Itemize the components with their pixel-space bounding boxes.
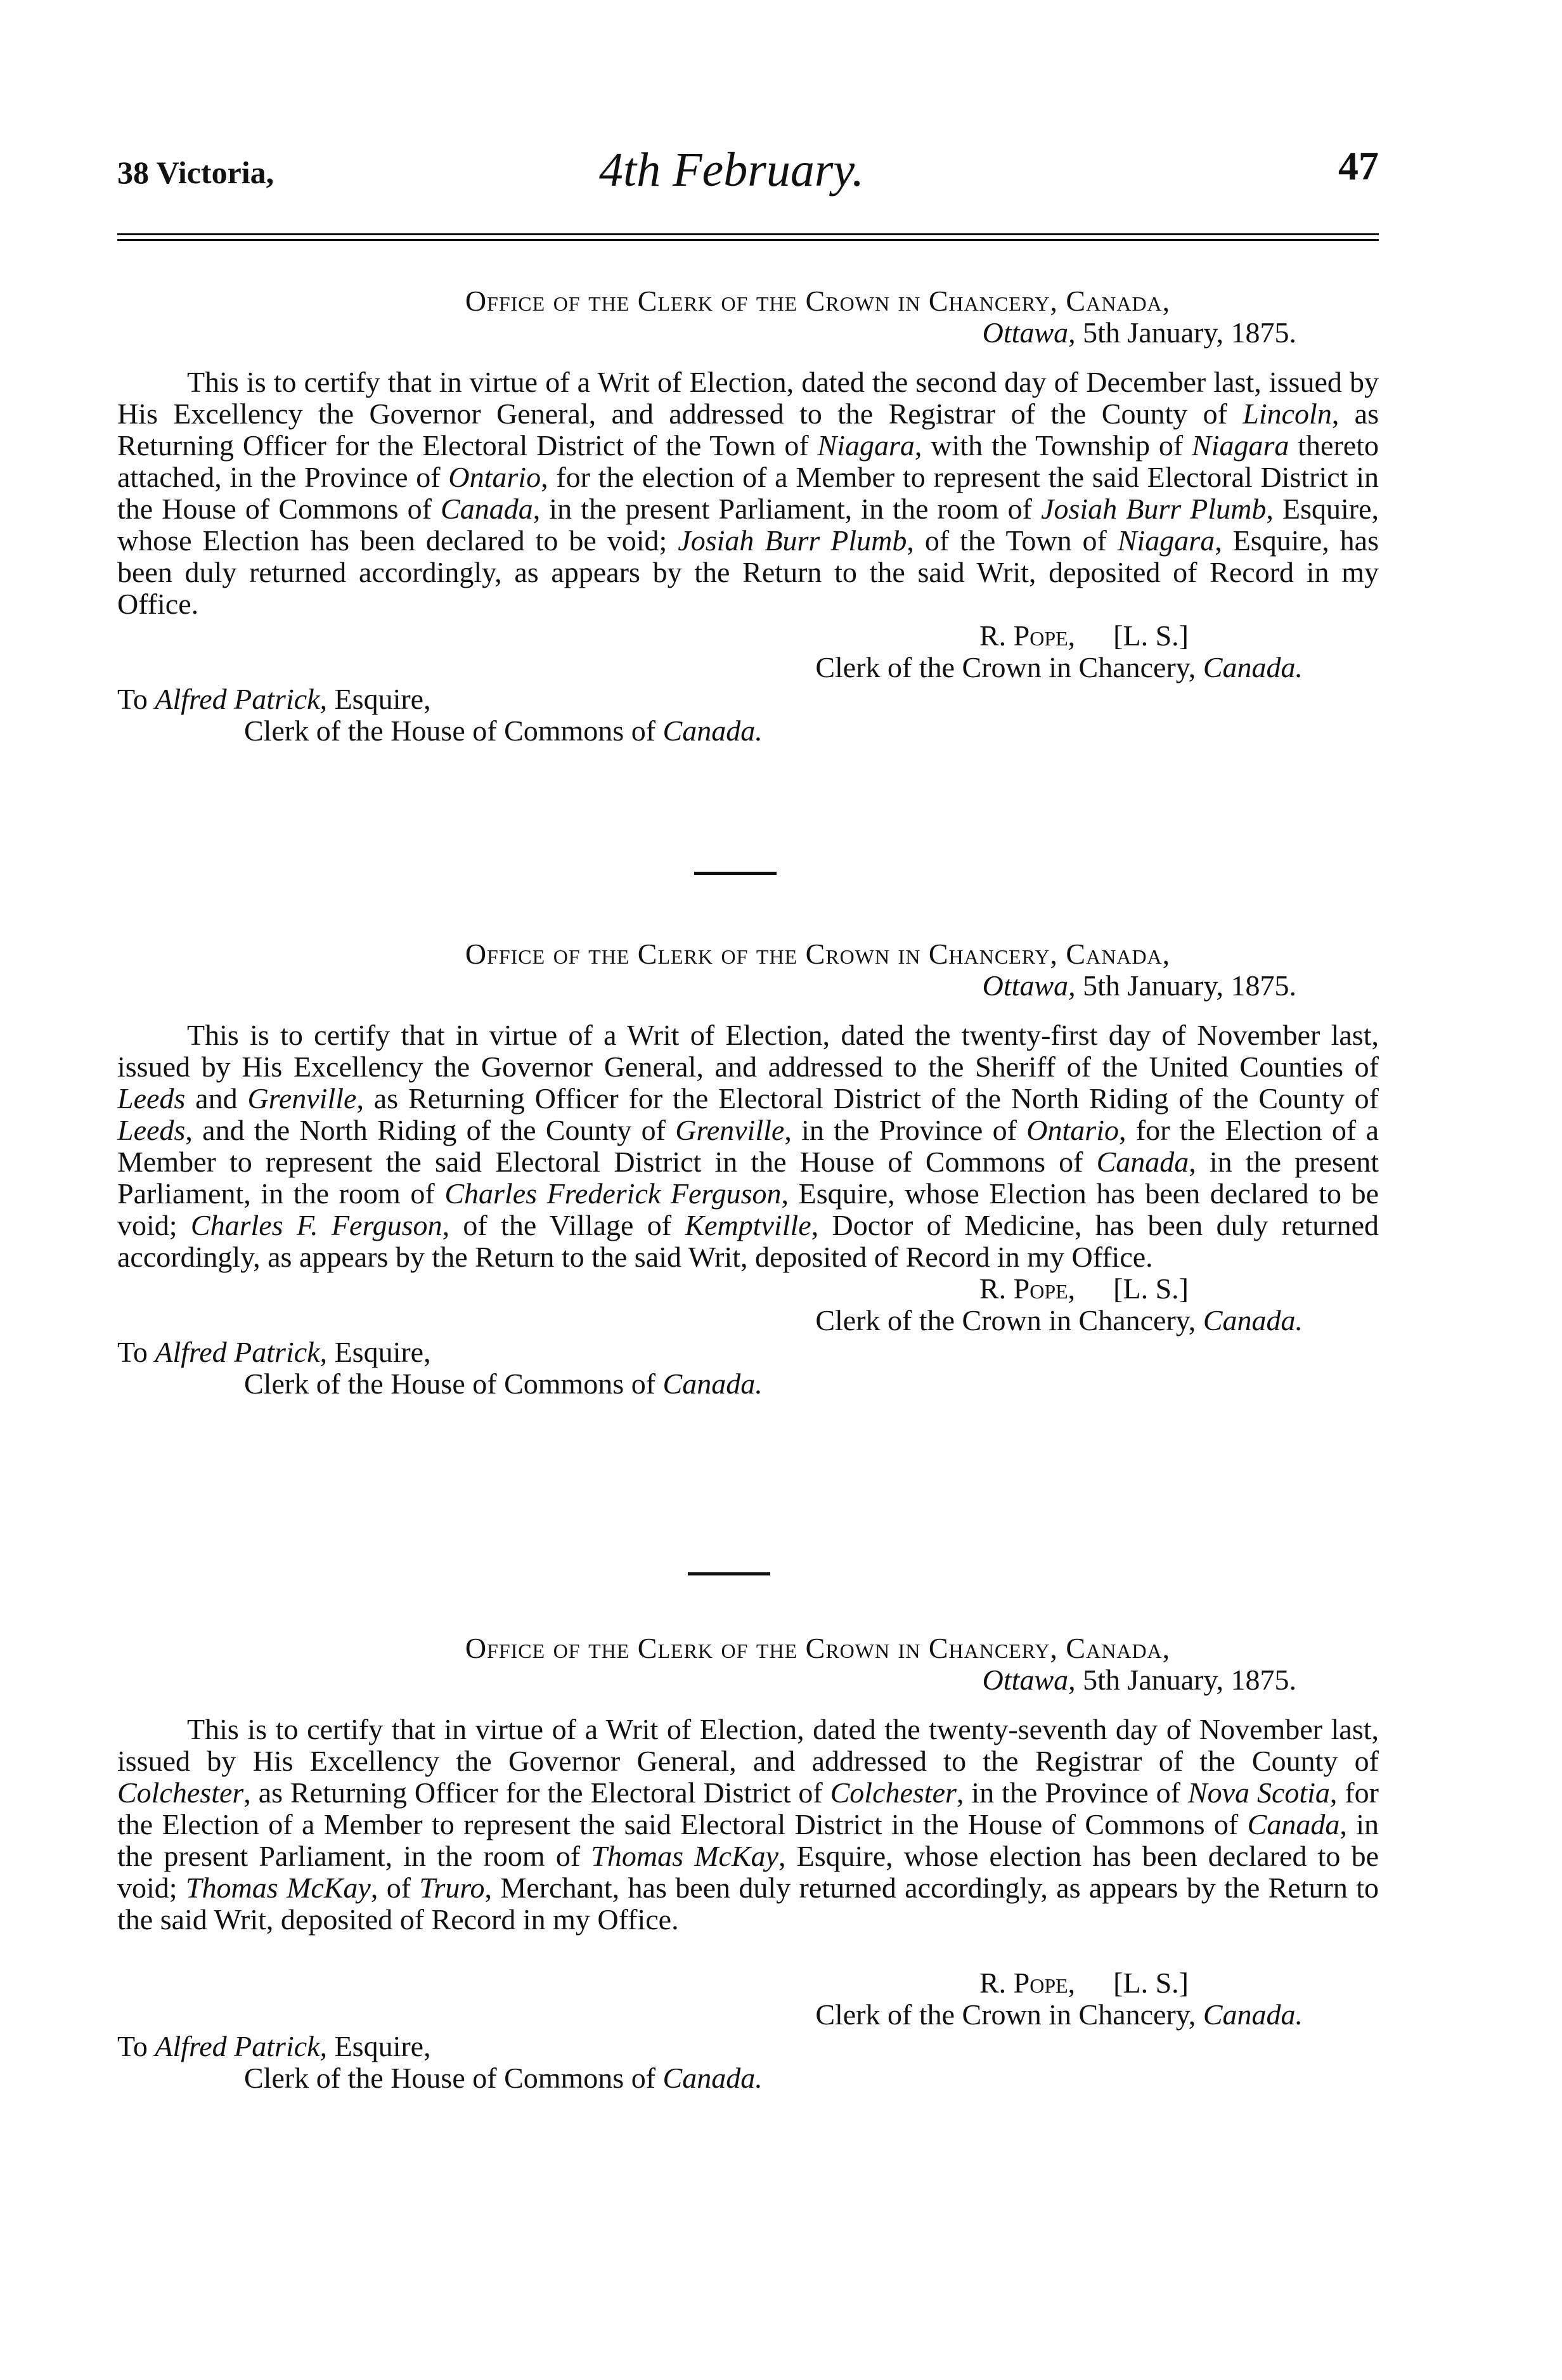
body-italic-run: Canada xyxy=(1096,1146,1189,1178)
addressee-title xyxy=(117,715,1379,747)
addressee-title-text: Clerk of the House of Commons of xyxy=(244,715,663,747)
body-text-run: , for the Election of a Member to represent the said Electoral District in the House of Commons of xyxy=(117,1776,1379,1840)
signature-line xyxy=(117,620,1379,652)
signer-title-text: Clerk of the Crown in Chancery, xyxy=(815,1998,1203,2031)
page-number: 47 xyxy=(1338,143,1379,188)
dateline-date: 5th January, 1875. xyxy=(1083,969,1296,1002)
section-divider xyxy=(694,872,777,875)
notice-body xyxy=(117,1019,1379,1273)
body-text-run: This is to certify that in virtue of a Writ of Election, dated the twenty-first day of November last, issued by His Excellency the Governor General, and addressed to the Sheriff of the United Counties of xyxy=(117,1019,1379,1083)
addressee-esq: Esquire, xyxy=(327,1336,431,1368)
body-italic-run: Grenville xyxy=(247,1082,357,1115)
body-italic-run: Josiah Burr Plumb xyxy=(678,524,907,557)
dateline-place: Ottawa, xyxy=(982,1664,1076,1696)
session-label: 38 Victoria, xyxy=(117,155,274,190)
dateline xyxy=(117,1664,1379,1696)
body-text-run: , of the Town of xyxy=(907,524,1118,557)
body-text-run: This is to certify that in virtue of a Writ of Election, dated the second day of December last, issued by His Excellency the Governor General, and addressed to the Registrar of the County of xyxy=(117,366,1379,430)
addressee-to: To xyxy=(117,1336,155,1368)
body-text-run: , of the Village of xyxy=(442,1209,685,1241)
addressee-esq: Esquire, xyxy=(327,2030,431,2062)
body-text-run: , as Returning Officer for the Electoral District of xyxy=(243,1776,830,1809)
addressee-title-text: Clerk of the House of Commons of xyxy=(244,2062,663,2094)
body-text-run: thereto attached, in the Province of xyxy=(117,429,1379,493)
signer-name: R. Pope, xyxy=(979,1967,1076,1999)
notice-body xyxy=(117,366,1379,620)
body-text-run: , Merchant, has been duly returned accordingly, as appears by the Return to the said Writ, deposited of Record in my Office. xyxy=(117,1872,1379,1936)
body-italic-run: Canada xyxy=(1247,1808,1340,1840)
body-italic-run: Niagara xyxy=(1117,524,1215,557)
body-italic-run: Colchester xyxy=(830,1776,957,1809)
body-text-run: , Esquire, whose election has been declared to be void; xyxy=(117,1840,1379,1904)
body-italic-run: Lincoln xyxy=(1242,398,1332,430)
body-text-run: , Doctor of Medicine, has been duly returned accordingly, as appears by the Return to the said Writ, deposited of Record in my Office. xyxy=(117,1209,1379,1273)
seal: [L. S.] xyxy=(1113,619,1189,652)
body-italic-run: Charles Frederick Ferguson xyxy=(444,1177,782,1210)
notice-1 xyxy=(117,285,1379,747)
signer-title xyxy=(117,1305,1379,1336)
body-text-run: , of xyxy=(370,1872,420,1904)
header-rule xyxy=(117,233,1379,241)
body-text-run: , Esquire, whose Election has been declared to be void; xyxy=(117,1177,1379,1241)
body-italic-run: Thomas McKay xyxy=(591,1840,778,1872)
body-text-run: , Esquire, has been duly returned accordingly, as appears by the Return to the said Writ, deposited of Record in my Office. xyxy=(117,524,1379,620)
body-text-run: , as Returning Officer for the Electoral District of the North Riding of the County of xyxy=(356,1082,1379,1115)
body-italic-run: Leeds xyxy=(117,1114,186,1146)
notice-2 xyxy=(117,938,1379,1400)
body-text-run: , for the Election of a Member to represent the said Electoral District in the House of Commons of xyxy=(117,1114,1379,1178)
body-text-run: , for the election of a Member to represent the said Electoral District in the House of Commons of xyxy=(117,461,1379,525)
body-text-run: This is to certify that in virtue of a Writ of Election, dated the twenty-seventh day of November last, issued by His Excellency the Governor General, and addressed to the Registrar of the County of xyxy=(117,1713,1379,1777)
signer-title-country: Canada. xyxy=(1203,1304,1303,1336)
body-italic-run: Niagara xyxy=(1192,429,1289,462)
body-italic-run: Nova Scotia xyxy=(1187,1776,1330,1809)
page-header xyxy=(117,143,1379,200)
signer-title-text: Clerk of the Crown in Chancery, xyxy=(815,651,1203,683)
body-text-run: , in the present Parliament, in the room of xyxy=(532,493,1042,525)
page-date: 4th February. xyxy=(599,143,864,197)
addressee-esq: Esquire, xyxy=(327,683,431,715)
body-italic-run: Josiah Burr Plumb xyxy=(1041,493,1267,525)
addressee-name: Alfred Patrick, xyxy=(155,2030,328,2062)
notice-3 xyxy=(117,1633,1379,2094)
addressee-title-country: Canada. xyxy=(662,2062,763,2094)
signer-name: R. Pope, xyxy=(979,1272,1076,1305)
section-divider xyxy=(688,1572,770,1575)
addressee-title xyxy=(117,2062,1379,2094)
dateline xyxy=(117,317,1379,349)
body-italic-run: Grenville xyxy=(675,1114,785,1146)
signature-line xyxy=(117,1273,1379,1305)
office-heading: Office of the Clerk of the Crown in Chancery, Canada, xyxy=(465,1632,1171,1664)
body-italic-run: Canada xyxy=(441,493,533,525)
body-text-run: , in the Province of xyxy=(784,1114,1027,1146)
body-italic-run: Ontario xyxy=(1026,1114,1119,1146)
notice-body xyxy=(117,1714,1379,1936)
body-italic-run: Colchester xyxy=(117,1776,244,1809)
body-italic-run: Niagara xyxy=(817,429,915,462)
body-text-run: , in the Province of xyxy=(956,1776,1188,1809)
addressee xyxy=(117,683,1379,715)
body-text-run: , and the North Riding of the County of xyxy=(185,1114,676,1146)
body-italic-run: Charles F. Ferguson xyxy=(190,1209,442,1241)
body-italic-run: Thomas McKay xyxy=(185,1872,371,1904)
dateline-date: 5th January, 1875. xyxy=(1083,1664,1296,1696)
body-text-run: , as Returning Officer for the Electoral District of the Town of xyxy=(117,398,1379,462)
signature-line xyxy=(117,1967,1379,1999)
body-italic-run: Truro xyxy=(419,1872,485,1904)
addressee xyxy=(117,2031,1379,2062)
addressee-title xyxy=(117,1368,1379,1400)
body-text-run: , with the Township of xyxy=(914,429,1192,462)
signer-title-country: Canada. xyxy=(1203,1998,1303,2031)
signer-title xyxy=(117,1999,1379,2031)
seal: [L. S.] xyxy=(1113,1967,1189,1999)
addressee-title-text: Clerk of the House of Commons of xyxy=(244,1368,663,1400)
signer-title xyxy=(117,652,1379,683)
seal: [L. S.] xyxy=(1113,1272,1189,1305)
body-text-run: and xyxy=(185,1082,248,1115)
signer-title-country: Canada. xyxy=(1203,651,1303,683)
addressee-name: Alfred Patrick, xyxy=(155,1336,328,1368)
dateline-place: Ottawa, xyxy=(982,969,1076,1002)
body-text-run: , in the present Parliament, in the room of xyxy=(117,1808,1379,1872)
signer-title-text: Clerk of the Crown in Chancery, xyxy=(815,1304,1203,1336)
addressee-to: To xyxy=(117,683,155,715)
office-heading: Office of the Clerk of the Crown in Chancery, Canada, xyxy=(465,285,1171,317)
signer-name: R. Pope, xyxy=(979,619,1076,652)
body-italic-run: Kemptville xyxy=(685,1209,811,1241)
office-heading: Office of the Clerk of the Crown in Chancery, Canada, xyxy=(465,938,1171,970)
body-text-run: , in the present Parliament, in the room of xyxy=(117,1146,1379,1210)
dateline-place: Ottawa, xyxy=(982,316,1076,349)
addressee-to: To xyxy=(117,2030,155,2062)
addressee-title-country: Canada. xyxy=(662,715,763,747)
body-italic-run: Ontario xyxy=(448,461,541,493)
dateline-date: 5th January, 1875. xyxy=(1083,316,1296,349)
body-italic-run: Leeds xyxy=(117,1082,186,1115)
dateline xyxy=(117,970,1379,1002)
addressee-name: Alfred Patrick, xyxy=(155,683,328,715)
body-text-run: , Esquire, whose Election has been declared to be void; xyxy=(117,493,1379,557)
addressee xyxy=(117,1336,1379,1368)
addressee-title-country: Canada. xyxy=(662,1368,763,1400)
